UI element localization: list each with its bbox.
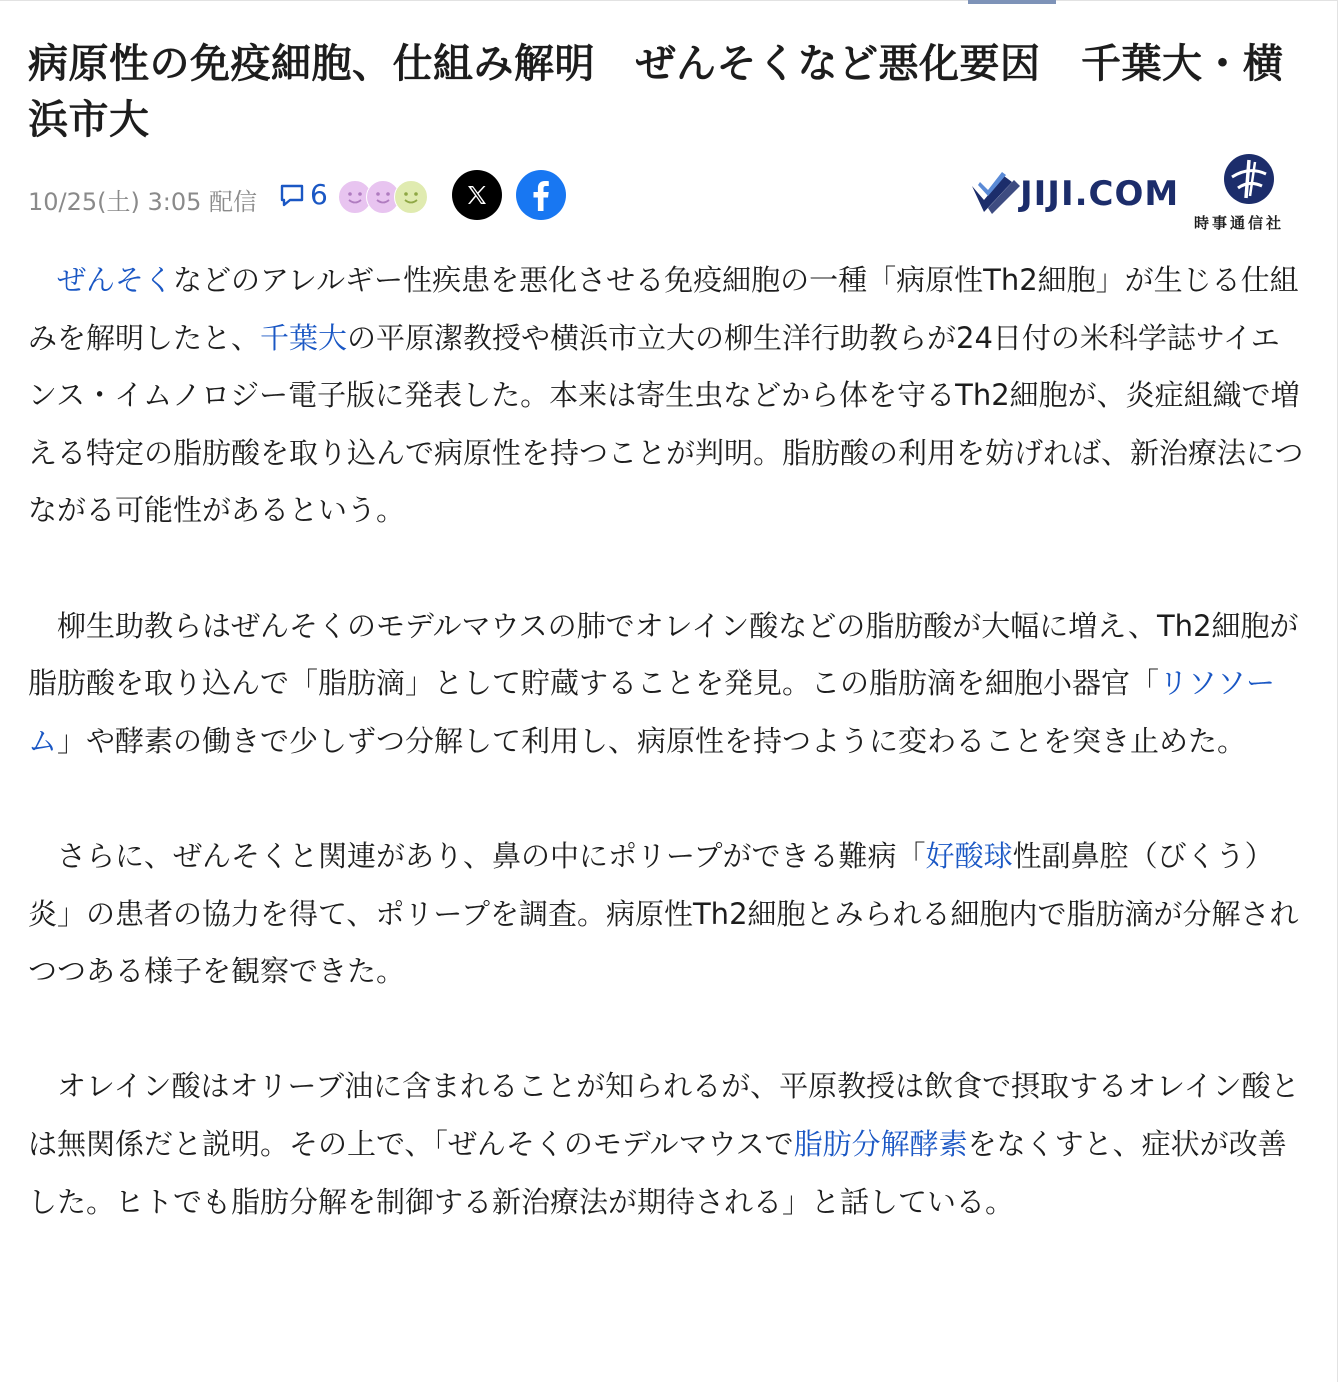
comment-icon xyxy=(278,181,306,209)
jiji-logo-text: JIJI.COM xyxy=(1020,174,1180,214)
reaction-face-icon xyxy=(394,180,428,214)
paragraph-text: 性副鼻腔（びくう）炎」の患者の協力を得て、ポリープを調査。病原性Th2細胞とみられる細胞内で脂肪滴が分解されつつある様子を観察できた。 xyxy=(28,838,1299,989)
top-rule xyxy=(0,0,1338,5)
keyword-link[interactable]: 千葉大 xyxy=(260,320,348,355)
paragraph-text: をなくすと、症状が改善した。ヒトでも脂肪分解を制御する新治療法が期待される」と話している。 xyxy=(28,1126,1287,1219)
right-border xyxy=(1337,0,1338,1382)
active-tab-indicator xyxy=(968,0,1056,4)
article xyxy=(28,36,1308,1231)
paragraph-text: 」や酵素の働きで少しずつ分解して利用し、病原性を持つように変わることを突き止めた。 xyxy=(57,723,1247,758)
paragraph-text: オレイン酸はオリーブ油に含まれることが知られるが、平原教授は飲食で摂取するオレイン酸とは無関係だと説明。その上で、「ぜんそくのモデルマウスで xyxy=(28,1069,1300,1161)
comments-link[interactable] xyxy=(278,178,328,211)
jiji-mark-icon xyxy=(968,168,1024,220)
reaction-faces[interactable] xyxy=(338,180,430,214)
article-paragraph xyxy=(28,252,1308,540)
paragraph-text: 柳生助教らはぜんそくのモデルマウスの肺でオレイン酸などの脂肪酸が大幅に増え、Th2細胞が脂肪酸を取り込んで「脂肪滴」として貯蔵することを発見。この脂肪滴を細胞小器官「 xyxy=(28,608,1299,701)
share-x-button[interactable] xyxy=(452,170,502,220)
paragraph-text: の平原潔教授や横浜市立大の柳生洋行助教らが24日付の米科学誌サイエンス・イムノロジー電子版に発表した。本来は寄生虫などから体を守るTh2細胞が、炎症組織で増える特定の脂肪酸を取り込んで病原性を持つことが判明。脂肪酸の利用を妨げれば、新治療法につながる可能性があるという。 xyxy=(28,320,1304,528)
keyword-link[interactable]: 好酸球 xyxy=(925,838,1013,873)
comment-count: 6 xyxy=(310,178,328,211)
article-paragraph xyxy=(28,1058,1308,1231)
article-meta xyxy=(28,170,1308,250)
keyword-link[interactable]: リソソーム xyxy=(28,666,1276,758)
paragraph-text: さらに、ぜんそくと関連があり、鼻の中にポリープができる難病「 xyxy=(57,838,926,873)
published-datetime: 10/25(土) 3:05 配信 xyxy=(28,188,258,216)
paragraph-text: などのアレルギー性疾患を悪化させる免疫細胞の一種「病原性Th2細胞」が生じる仕組みを解明したと、 xyxy=(28,263,1299,355)
jiji-press-emblem-icon xyxy=(1222,152,1276,206)
article-paragraph xyxy=(28,598,1308,771)
keyword-link[interactable]: 脂肪分解酵素 xyxy=(793,1126,968,1161)
publisher-logo[interactable] xyxy=(968,152,1308,242)
article-title: 病原性の免疫細胞、仕組み解明 ぜんそくなど悪化要因 千葉大・横浜市大 xyxy=(28,41,1284,143)
keyword-link[interactable]: ぜんそく xyxy=(57,263,174,297)
article-paragraph xyxy=(28,828,1308,1001)
article-body xyxy=(28,252,1308,1231)
facebook-logo-icon xyxy=(516,170,566,220)
publisher-name: 時事通信社 xyxy=(1194,214,1285,232)
x-logo-icon xyxy=(465,183,489,207)
share-facebook-button[interactable] xyxy=(516,170,566,220)
